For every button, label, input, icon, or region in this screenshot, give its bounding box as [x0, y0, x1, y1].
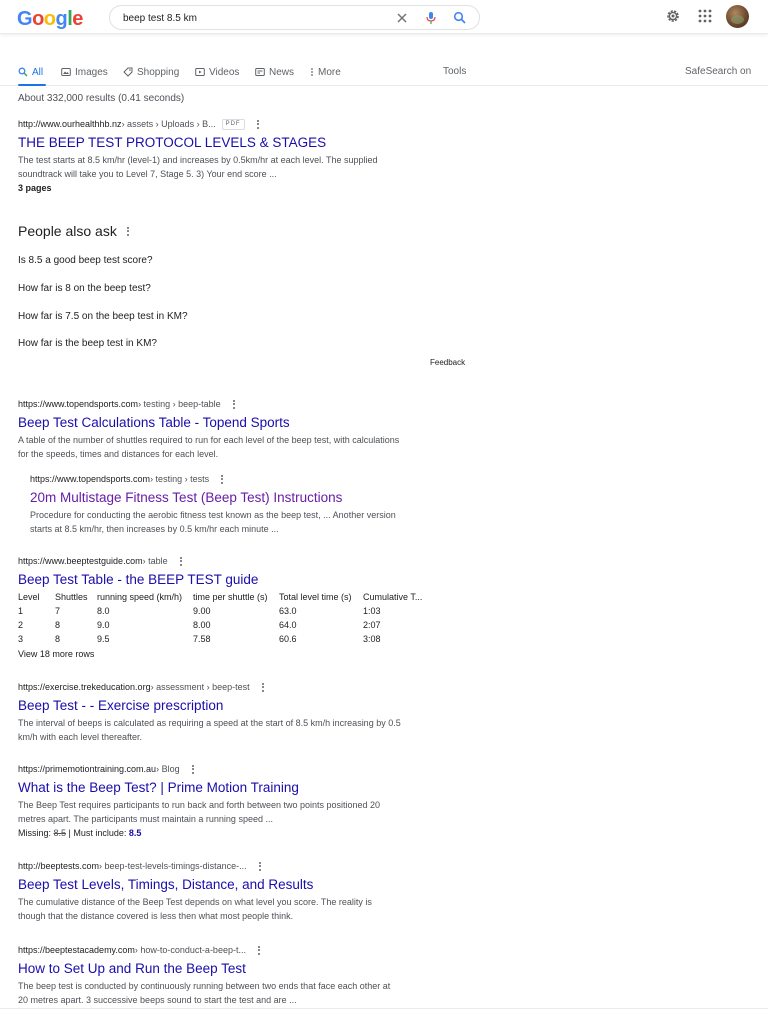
search-result [18, 762, 433, 840]
table-header-cell: time per shuttle (s) [193, 592, 268, 602]
result-url[interactable] [18, 943, 433, 957]
active-tab-indicator [18, 84, 46, 86]
image-icon [61, 67, 71, 77]
more-vert-icon[interactable] [180, 557, 183, 566]
more-vert-icon[interactable] [233, 400, 236, 409]
result-title-link[interactable]: 20m Multistage Fitness Test (Beep Test) Instructions [30, 490, 343, 505]
paa-question[interactable]: Is 8.5 a good beep test score? [18, 255, 153, 266]
more-vert-icon[interactable] [258, 946, 261, 955]
result-title-link[interactable]: Beep Test Levels, Timings, Distance, and Results [18, 877, 314, 892]
tab-more[interactable] [310, 64, 341, 80]
tab-label: Videos [209, 66, 240, 78]
result-snippet [18, 716, 433, 744]
logo-letter: G [17, 8, 33, 30]
newspaper-icon [255, 67, 265, 77]
result-host: https://primemotiontraining.com.au [18, 764, 157, 774]
snippet-line: though that the distance covered is less then what most people think. [18, 911, 294, 921]
result-host: https://beeptestacademy.com [18, 945, 135, 955]
tag-icon [123, 67, 133, 77]
table-cell: 9.00 [193, 606, 211, 616]
paa-question[interactable]: How far is 8 on the beep test? [18, 283, 151, 294]
result-snippet [30, 508, 430, 536]
search-sub-result [30, 472, 430, 536]
snippet-line: The cumulative distance of the Beep Test depends on what level you score. The reality is [18, 897, 372, 907]
search-result [18, 397, 433, 461]
search-result [18, 859, 433, 923]
more-vert-icon[interactable] [192, 765, 195, 774]
tab-label: More [318, 66, 341, 78]
logo-letter: g [55, 8, 68, 30]
snippet-line: The interval of beeps is calculated as requiring a speed at the start of 8.5 km/h increasing by 0.5 [18, 718, 401, 728]
snippet-line: A table of the number of shuttles required to run for each level of the beep test, with calculations [18, 435, 400, 445]
result-path: › testing › beep-table [138, 399, 221, 409]
table-header-cell: running speed (km/h) [97, 592, 183, 602]
result-path: › Blog [156, 764, 180, 774]
table-cell: 7 [55, 606, 61, 616]
result-host: https://www.topendsports.com [30, 474, 151, 484]
snippet-line: soundtrack will take you to Level 7, Stage 5. 3) Your end score ... [18, 169, 277, 179]
table-cell: 9.0 [97, 620, 110, 630]
snippet-line: The test starts at 8.5 km/hr (level-1) and increases by 0.5km/hr at each level. The supplied [18, 155, 378, 165]
more-vert-icon[interactable] [221, 475, 224, 484]
more-vert-icon[interactable] [257, 120, 260, 129]
page-count: 3 pages [18, 183, 52, 193]
close-icon[interactable] [395, 11, 409, 25]
table-cell: 1:03 [363, 606, 381, 616]
result-url[interactable] [18, 554, 433, 568]
search-tabs [0, 58, 768, 86]
result-url[interactable] [18, 859, 433, 873]
result-path: › assessment › beep-test [150, 682, 250, 692]
paa-question[interactable]: How far is the beep test in KM? [18, 338, 157, 349]
result-host: http://beeptests.com [18, 861, 100, 871]
table-cell: 7.58 [193, 634, 211, 644]
pdf-badge: PDF [222, 119, 245, 130]
logo-letter: l [67, 8, 73, 30]
paa-question[interactable]: How far is 7.5 on the beep test in KM? [18, 311, 188, 322]
search-input[interactable] [123, 9, 383, 27]
search-result [18, 943, 433, 1007]
snippet-line: 20 metres apart. 3 successive beeps sound to start the test and are ... [18, 995, 297, 1005]
snippet-line: The Beep Test requires participants to run back and forth between two points positioned 20 [18, 800, 381, 810]
top-bar [0, 0, 768, 34]
search-icon [18, 67, 28, 77]
result-path: › how-to-conduct-a-beep-t... [134, 945, 246, 955]
table-header-cell: Cumulative T... [363, 592, 423, 602]
result-snippet [18, 433, 433, 461]
divider [0, 1008, 768, 1009]
apps-grid-icon[interactable] [698, 9, 712, 23]
result-path: › beep-test-levels-timings-distance-... [99, 861, 247, 871]
table-header-cell: Shuttles [55, 592, 88, 602]
table-cell: 8.00 [193, 620, 211, 630]
result-url[interactable] [30, 472, 430, 486]
search-icon[interactable] [453, 11, 467, 25]
snippet-line: metres apart. The participants must maintain a running speed ... [18, 814, 273, 824]
search-box [109, 5, 480, 30]
tab-videos[interactable] [195, 64, 239, 80]
table-cell: 60.6 [279, 634, 297, 644]
snippet-line: Procedure for conducting the aerobic fitness test known as the beep test, ... Another version [30, 510, 396, 520]
result-host: https://www.topendsports.com [18, 399, 139, 409]
result-snippet [18, 153, 433, 181]
result-title-link[interactable]: Beep Test Table - the BEEP TEST guide [18, 572, 259, 587]
google-logo[interactable] [17, 8, 83, 30]
avatar[interactable] [726, 5, 749, 28]
more-vert-icon[interactable] [127, 227, 130, 236]
result-host: https://exercise.trekeducation.org [18, 682, 151, 692]
logo-letter: e [72, 8, 83, 30]
table-cell: 1 [18, 606, 24, 616]
search-result [18, 117, 433, 195]
tab-images[interactable] [61, 64, 108, 80]
microphone-icon[interactable] [425, 11, 437, 25]
result-snippet [18, 798, 433, 826]
result-path: › table [142, 556, 168, 566]
tab-label: Images [75, 66, 108, 78]
paa-heading [18, 223, 130, 239]
more-vert-icon[interactable] [259, 862, 262, 871]
table-cell: 8 [55, 634, 61, 644]
result-url[interactable] [18, 762, 433, 776]
snippet-line: km/h with each level thereafter. [18, 732, 143, 742]
more-vert-icon [310, 67, 314, 77]
snippet-line: The beep test is conducted by continuously running between two ends that face each other at [18, 981, 391, 991]
snippet-line: for the speeds, times and distances for each level. [18, 449, 219, 459]
missing-term: 8.5 [53, 828, 67, 838]
feedback-link[interactable]: Feedback [430, 358, 466, 367]
result-url[interactable] [18, 397, 433, 411]
result-path: › assets › Uploads › B... [121, 119, 216, 129]
search-result [18, 680, 433, 744]
table-cell: 8.0 [97, 606, 110, 616]
table-cell: 64.0 [279, 620, 297, 630]
tab-label: All [32, 66, 44, 78]
tab-shopping[interactable] [123, 64, 179, 80]
result-path: › testing › tests [150, 474, 210, 484]
more-vert-icon[interactable] [262, 683, 265, 692]
search-result [18, 554, 433, 589]
safesearch-button[interactable]: SafeSearch on [685, 66, 752, 77]
must-include-link[interactable]: 8.5 [128, 828, 142, 838]
must-include-label: | Must include: [66, 828, 129, 838]
result-url[interactable] [18, 117, 433, 131]
tab-news[interactable] [255, 64, 294, 80]
result-snippet [18, 979, 433, 1007]
result-stats: About 332,000 results (0.41 seconds) [18, 93, 185, 104]
result-title-link[interactable]: THE BEEP TEST PROTOCOL LEVELS & STAGES [18, 135, 327, 150]
paa-title: People also ask [18, 223, 117, 239]
play-icon [195, 67, 205, 77]
view-more-rows-link[interactable]: View 18 more rows [18, 649, 95, 659]
gear-icon[interactable] [665, 8, 681, 24]
result-snippet [18, 895, 433, 923]
table-cell: 8 [55, 620, 61, 630]
table-header-cell: Total level time (s) [279, 592, 352, 602]
tab-all[interactable] [18, 64, 43, 80]
result-host: http://www.ourhealthhb.nz [18, 119, 122, 129]
tab-label: News [269, 66, 295, 78]
result-title-link[interactable]: Beep Test - - Exercise prescription [18, 698, 224, 713]
tab-label: Shopping [137, 66, 180, 78]
table-cell: 3:08 [363, 634, 381, 644]
result-title-link[interactable]: Beep Test Calculations Table - Topend Sports [18, 415, 290, 430]
table-cell: 2:07 [363, 620, 381, 630]
tools-button[interactable]: Tools [443, 66, 467, 77]
logo-letter: o [32, 8, 44, 30]
table-cell: 63.0 [279, 606, 297, 616]
missing-label: Missing: [18, 828, 54, 838]
result-url[interactable] [18, 680, 433, 694]
table-header-cell: Level [18, 592, 40, 602]
table-cell: 2 [18, 620, 24, 630]
missing-terms [18, 826, 433, 840]
logo-letter: o [43, 8, 56, 30]
result-title-link[interactable]: How to Set Up and Run the Beep Test [18, 961, 246, 976]
result-title-link[interactable]: What is the Beep Test? | Prime Motion Training [18, 780, 299, 795]
result-host: https://www.beeptestguide.com [18, 556, 143, 566]
snippet-line: starts at 8.5 km/hr, then increases by 0.5 km/hr each minute ... [30, 524, 279, 534]
table-cell: 9.5 [97, 634, 110, 644]
table-cell: 3 [18, 634, 24, 644]
